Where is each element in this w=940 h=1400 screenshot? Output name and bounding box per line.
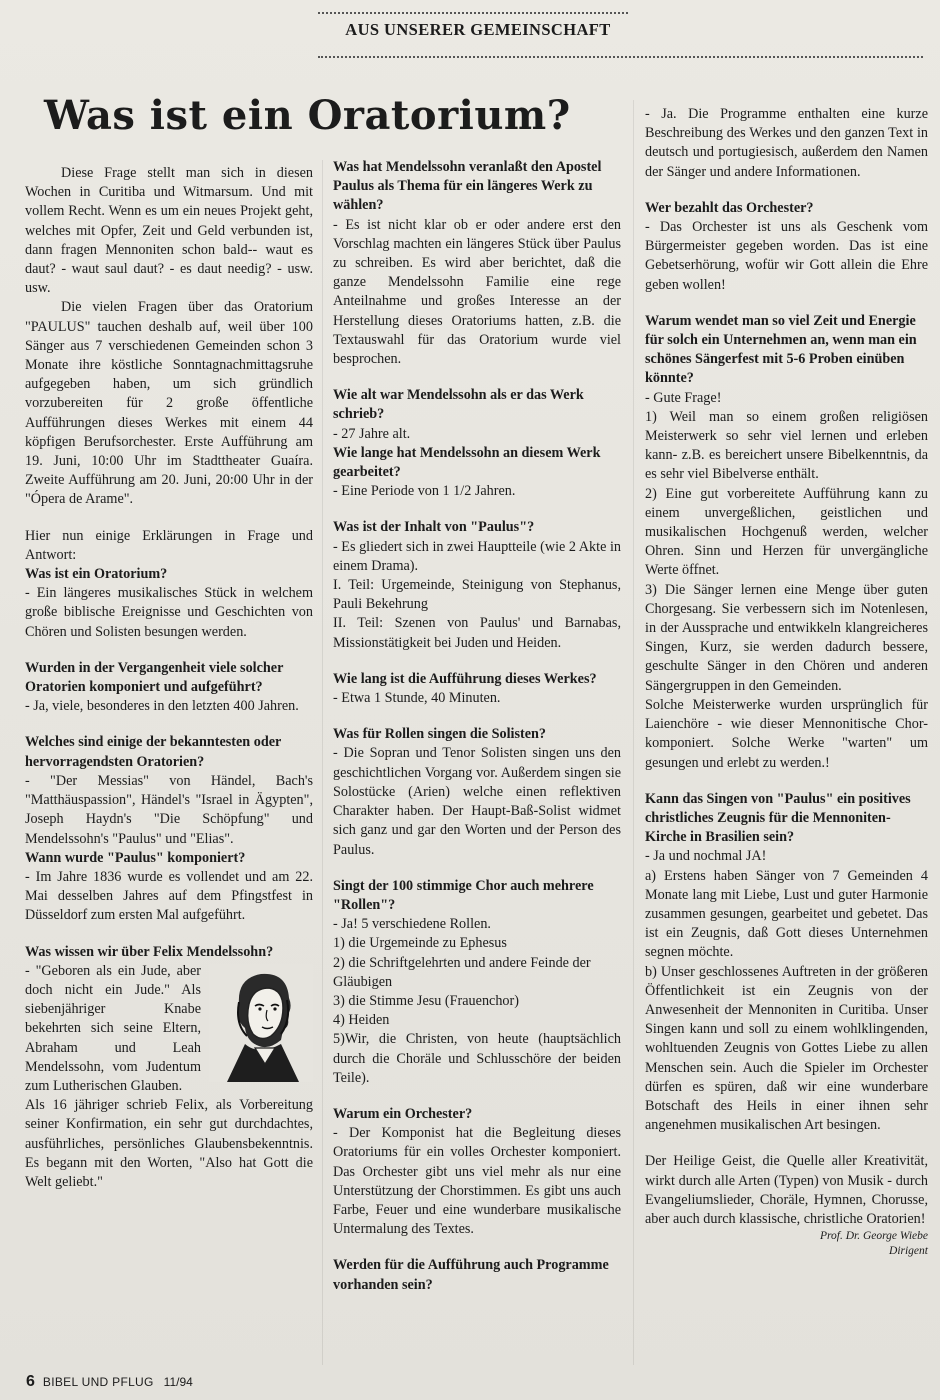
page-number: 6: [26, 1373, 35, 1390]
answer-text: - Es gliedert sich in zwei Hauptteile (wie 2 Akte in einem Drama).: [333, 538, 621, 574]
question-heading: Kann das Singen von "Paulus" ein positives christliches Zeugnis für die Mennoniten-Kirche in Brasilien sein?: [645, 790, 911, 846]
question-heading: Was ist ein Oratorium?: [25, 566, 168, 583]
author-signature: [645, 1229, 928, 1259]
list-item: 4) Heiden: [333, 1012, 390, 1029]
page-footer: [26, 1373, 193, 1395]
intro-paragraph: Hier nun einige Erklärungen in Frage und Antwort:: [25, 527, 313, 563]
article-headline: Was ist ein Oratorium?: [44, 92, 571, 139]
roles-list: [333, 934, 621, 1088]
answer-text: - Ja und nochmal JA!: [645, 848, 767, 865]
answer-text: II. Teil: Szenen von Paulus' und Barnabas, Missionstätigkeit bei Juden und Heiden.: [333, 615, 621, 651]
column-divider: [633, 100, 634, 1365]
article-column-3: [645, 105, 928, 1259]
question-heading: Werden für die Aufführung auch Programme vorhanden sein?: [333, 1257, 609, 1293]
answer-text: - Der Komponist hat die Begleitung dieses Oratoriums für ein volles Orchester komponiert. Das Orchester gibt uns viel mehr als nur eine Unterstützung der Chorstimmen. Es gibt uns auch Farbe, Feuer und eine wunderbare musikalische Untermalung des Textes.: [333, 1125, 621, 1238]
question-heading: Wie alt war Mendelssohn als er das Werk schrieb?: [333, 387, 584, 423]
answer-text: a) Erstens haben Sänger von 7 Gemeinden 4 Monate lang mit Liebe, Lust und guter Harmonie zusammen gesungen, gearbeitet und gebetet. Das ist ein Zeugnis, daß Gott dieses Unternehmen segnen möchte.: [645, 867, 928, 961]
question-heading: Warum wendet man so viel Zeit und Energie für solch ein Unternehmen an, wenn man ein schönes Sängerfest mit 5-6 Proben einüben könnte?: [645, 312, 917, 387]
question-heading: Was für Rollen singen die Solisten?: [333, 726, 546, 743]
answer-text: Solche Meisterwerke wurden ursprünglich für Laienchöre - wie dieser Mennonitische Chor-komponiert. Solche Werke "warten" um gesungen und erlebt zu werden.!: [645, 696, 928, 771]
author-name: Prof. Dr. George Wiebe: [819, 1230, 928, 1243]
answer-text: - Ja! 5 verschiedene Rollen.: [333, 916, 491, 933]
answer-text: - Die Sopran und Tenor Solisten singen uns den geschichtlichen Vorgang vor. Außerdem singen sie Solostücke (Arien) welche einen reflektiven Charakter haben. Der Haupt-Baß-Solist widmet sich ganz und gar den Worten und der Person des Paulus.: [333, 745, 621, 858]
question-heading: Wie lange hat Mendelssohn an diesem Werk gearbeitet?: [333, 444, 601, 481]
closing-paragraph: Der Heilige Geist, die Quelle aller Kreativität, wirkt durch alle Arten (Typen) von Musik - durch Evangeliumslieder, Choräle, Hymnen, Chorusse, aber auch durch klassische, christliche Oratorien!: [645, 1153, 928, 1227]
answer-text: - Das Orchester ist uns als Geschenk vom Bürgermeister gegeben worden. Das ist eine Gebetserhörung, wofür wir Gott allein die Ehre geben wollen!: [645, 219, 928, 293]
answer-text: - 27 Jahre alt.: [333, 425, 411, 442]
answer-text: - Eine Periode von 1 1/2 Jahren.: [333, 483, 516, 500]
answer-text: - "Der Messias" von Händel, Bach's "Matthäuspassion", Händel's "Israel in Ägypten", Joseph Haydn's "Die Schöpfung" und Mendelssohn's "Paulus" und "Elias".: [25, 772, 313, 847]
list-item: 5)Wir, die Christen, von heute (hauptsächlich durch die Choräle und Schlusschöre der beiden Teile).: [333, 1031, 621, 1086]
answer-text: b) Unser geschlossenes Auftreten in der größeren Öffentlichkeit ist ein Zeugnis von der Anwesenheit der Mennoniten in Curitiba. Unser Singen kann und soll zu einem wohlklingenden, wohltuenden Zeugnis von Gottes Liebe zu allen Menschen sein. Auch die Spieler im Orchester dürfen es spüren, daß wir eine wunderbare Botschaft des Heils in einer ihnen sehr angenehmen musikalischen Art besingen.: [645, 963, 928, 1134]
question-heading: Wann wurde "Paulus" komponiert?: [25, 849, 246, 866]
answer-text: 2) Eine gut vorbereitete Aufführung kann zu einem unvergeßlichen, geistlichen und musikalischen Hochgenuß werden, welcher Ohren. Sinn und Herzen für unvergängliche Werte öffnet.: [645, 485, 928, 579]
question-heading: Wie lang ist die Aufführung dieses Werkes?: [333, 670, 597, 687]
question-heading: Wurden in der Vergangenheit viele solcher Oratorien komponiert und aufgeführt?: [25, 659, 284, 696]
author-role: Dirigent: [889, 1245, 928, 1258]
question-heading: Warum ein Orchester?: [333, 1105, 473, 1122]
answer-text: - "Geboren als ein Jude, aber doch nicht ein Jude." Als siebenjähriger Knabe bekehrten sich seine Eltern, Abraham und Leah Mendelssohn, vom Judentum zum Lutherischen Glauben.: [25, 962, 201, 1094]
header-rule-bottom: [318, 56, 923, 58]
publication-name: BIBEL UND PFLUG: [42, 1375, 154, 1389]
question-heading: Was hat Mendelssohn veranlaßt den Apostel Paulus als Thema für ein längeres Werk zu wählen?: [333, 159, 602, 214]
list-item: 1) die Urgemeinde zu Ephesus: [333, 935, 507, 952]
answer-text: - Ein längeres musikalisches Stück in welchem große biblische Ereignisse und Geschichten von Chören und Solisten besungen werden.: [25, 585, 313, 640]
question-heading: Was wissen wir über Felix Mendelssohn?: [25, 943, 274, 960]
article-column-1: [25, 164, 313, 1192]
portrait-icon: [209, 964, 313, 1082]
issue-number: 11/94: [163, 1375, 193, 1389]
intro-paragraph: Diese Frage stellt man sich in diesen Wochen in Curitiba und Witmarsum. Und mit vollem Recht. Wenn es um ein neues Projekt geht, welches mit Opfer, Zeit und Geld verbunden ist, dann fragen Mennoniten schon bald-- waut es daut? - waut saul daut? - es daut needig? - usw. usw.: [25, 165, 313, 297]
column-divider: [322, 160, 323, 1365]
intro-paragraph: Die vielen Fragen über das Oratorium "PAULUS" tauchen deshalb auf, weil über 100 Sänger aus 7 verschiedenen Gemeinden schon 3 Monate ihre köstliche Sonntagnachmittagsruhe aufgegeben haben, um sich gründlich vorzubereiten für 2 große öffentliche Aufführungen dieses Werkes mit einem 44 köpfigen Berufsorchester. Erste Aufführung am 19. Juni, 10:00 Uhr im Stadttheater Guaíra. Zweite Aufführung am 20. Juni, 20:00 Uhr in der "Ópera de Arame".: [25, 299, 313, 508]
header-rule-top: [318, 12, 628, 14]
answer-text: - Ja, viele, besonderes in den letzten 400 Jahren.: [25, 698, 299, 715]
answer-text: Als 16 jähriger schrieb Felix, als Vorbereitung seiner Konfirmation, ein sehr gut durchdachtes, ausführliches, persönliches Glaubensbekenntnis. Es begann mit den Worten, "Also hat Gott die Welt geliebt.": [25, 1097, 313, 1190]
answer-text: 3) Die Sänger lernen eine Menge über guten Chorgesang. Sie verbessern sich im Notenlesen, in der Aussprache und entwikkeln klangreicheres Singen, Kurz, sie werden dadurch bessere, geschulte Sänger in den Chören und anderen Sängergruppen in den Gemeinden.: [645, 581, 928, 694]
article-column-2: [333, 158, 621, 1295]
list-item: 3) die Stimme Jesu (Frauenchor): [333, 992, 519, 1009]
list-item: 2) die Schriftgelehrten und andere Feinde der Gläubigen: [333, 954, 591, 990]
question-heading: Welches sind einige der bekanntesten oder hervorragendsten Oratorien?: [25, 734, 282, 770]
section-title: AUS UNSERER GEMEINSCHAFT: [345, 20, 611, 39]
answer-text: - Es ist nicht klar ob er oder andere erst den Vorschlag machten ein längeres Stück über Paulus zu schreiben. Es wird aber berichtet, daß die ganze Mendelssohn Familie eine rege Anteilnahme und großes Interesse an der Herstellung dieses Oratoriums hatten, z.B. die Textauswahl für das Oratorium wurde viel besprochen.: [333, 216, 621, 368]
answer-text: - Im Jahre 1836 wurde es vollendet und am 22. Mai desselben Jahres auf dem Pfingstfest in Düsseldorf zum ersten Mal aufgeführt.: [25, 868, 313, 924]
answer-text: - Ja. Die Programme enthalten eine kurze Beschreibung des Werkes und den ganzen Text in deutsch und portugiesisch, außerdem den Namen der Sänger und andere Informationen.: [645, 106, 928, 180]
answer-text: I. Teil: Urgemeinde, Steinigung von Stephanus, Pauli Bekehrung: [333, 577, 621, 613]
answer-text: - Etwa 1 Stunde, 40 Minuten.: [333, 690, 501, 707]
question-heading: Was ist der Inhalt von "Paulus"?: [333, 519, 535, 536]
question-heading: Singt der 100 stimmige Chor auch mehrere "Rollen"?: [333, 877, 594, 913]
question-heading: Wer bezahlt das Orchester?: [645, 199, 814, 216]
answer-text: 1) Weil man so einem großen religiösen Meisterwerk so sehr viel lernen und erleben kann- z.B. es bereichert unsere Bibelkenntnis, da es sehr viel Bibelverse enthält.: [645, 408, 928, 483]
answer-text: - Gute Frage!: [645, 389, 722, 406]
